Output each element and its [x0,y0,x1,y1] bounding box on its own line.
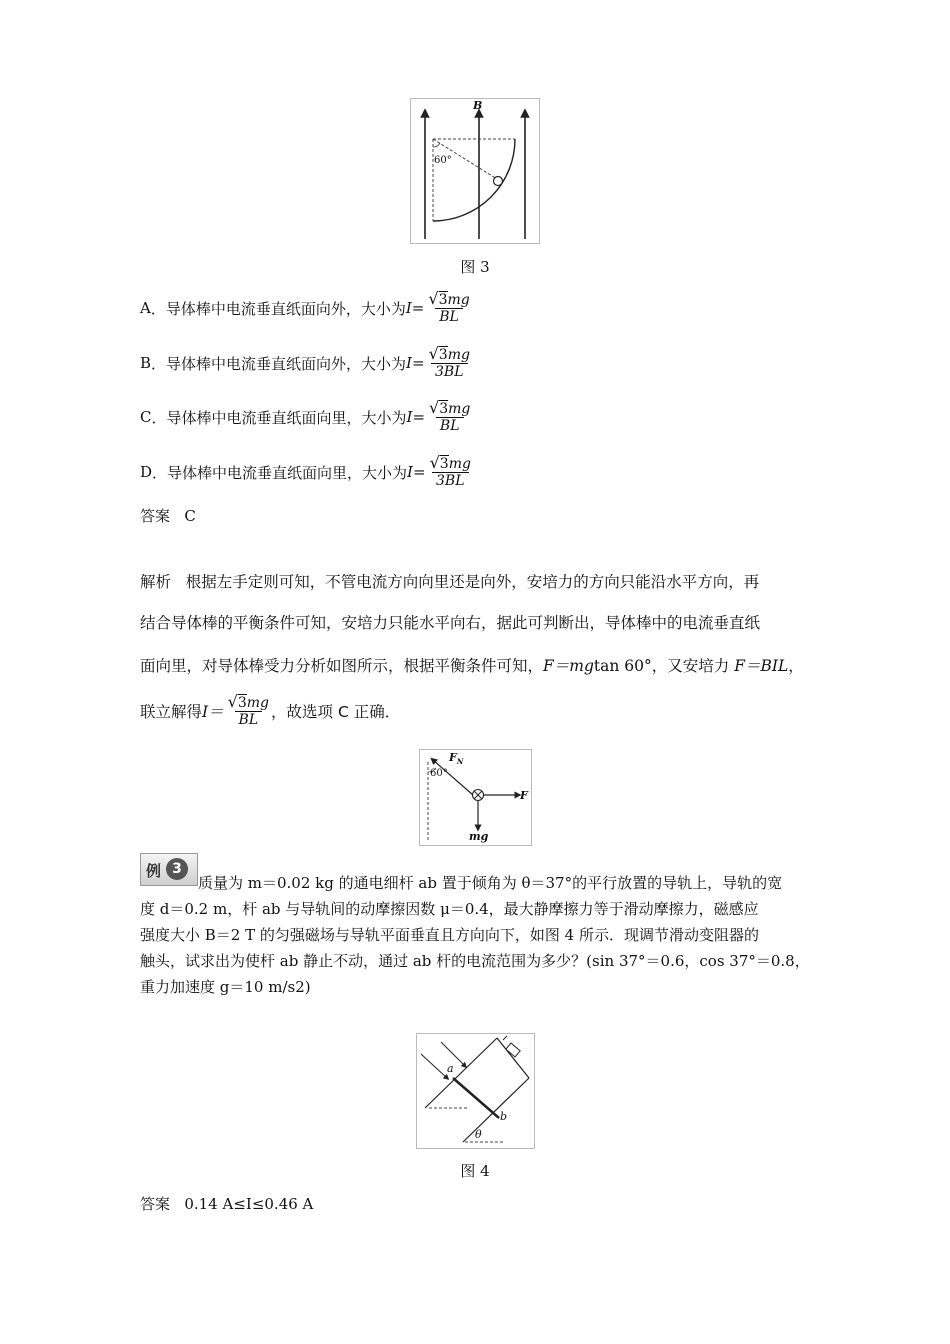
sqrt-icon: √ [429,453,440,472]
option-a [140,288,472,328]
example-badge: 例 3 [140,853,198,886]
analysis-line-2: 结合导体棒的平衡条件可知，安培力只能水平向右，据此可判断出，导体棒中的电流垂直纸 [140,614,761,632]
option-var: I [407,463,413,481]
field-label-b: B [473,99,483,112]
analysis-label: 解析 [140,573,172,591]
example-number-icon: 3 [166,858,188,880]
sqrt-icon: √ [429,398,440,417]
fraction: √ 3 mg BL [227,692,270,728]
label-theta: θ [475,1128,482,1141]
option-eq: = [411,354,425,372]
fraction: √ 3 mg 3BL [428,344,470,380]
analysis-line-3: 面向里，对导体棒受力分析如图所示，根据平衡条件可知，F＝mgtan 60°，又安培力 F＝BIL， [140,657,804,675]
angle-label: 60° [430,768,448,779]
sqrt-icon: √ [428,289,439,308]
option-var: I [406,354,412,372]
option-var: I [406,408,413,426]
option-b [140,343,472,383]
label-a: a [447,1062,454,1075]
ampere-force-label: F [520,789,528,802]
option-letter: D [140,463,153,481]
normal-force-label: $F_N$ [449,751,464,767]
force-diagram [419,749,532,846]
sqrt-icon: √ [227,692,238,711]
analysis-line-4: 联立解得 I＝ √ 3 mg BL ，故选项 C 正确． [140,692,401,728]
option-text: ．导体棒中电流垂直纸面向外，大小为 [151,354,407,373]
figure-4 [416,1033,535,1149]
option-letter: C [140,408,152,426]
answer-value: C [184,507,196,525]
answer-2 [140,1193,313,1214]
example-text: 质量为 m＝0.02 kg 的通电细杆 ab 置于倾角为 θ＝37°的平行放置的导轨上，导轨的宽 度 d＝0.2 m，杆 ab 与导轨间的动摩擦因数 μ＝0.4，最大静摩擦力等于滑动摩擦力，磁感应 强度大小 B＝2 T 的匀强磁场与导轨平面垂直且方向向下，如图 4 所示．现调节滑动变阻器的 触头，试求出为使杆 ab 静止不动，通过 ab 杆的电流范围为多少？(sin 37°＝0.6，cos 37°＝0.8， 重力加速度 g＝10 m/s2) [140,874,810,996]
gravity-label: mg [469,830,489,843]
option-letter: A [140,299,151,317]
option-var: I [405,299,412,317]
option-text: ．导体棒中电流垂直纸面向里，大小为 [152,463,408,482]
option-text: ．导体棒中电流垂直纸面向里，大小为 [151,408,407,427]
answer-label: 答案 [140,507,171,525]
figure-4-caption: 图 4 [460,1162,490,1180]
option-text: ．导体棒中电流垂直纸面向外，大小为 [150,299,406,318]
figure-3-caption: 图 3 [460,258,490,276]
option-c [140,397,472,437]
magnetic-field-diagram [411,99,539,243]
fraction: √ 3 mg BL [428,289,470,325]
answer-1 [140,505,196,526]
figure-3 [410,98,540,244]
analysis-line-1: 解析 根据左手定则可知，不管电流方向向里还是向外，安培力的方向只能沿水平方向，再 [140,573,760,591]
option-eq: = [411,299,425,317]
option-eq: = [412,463,426,481]
label-b: b [500,1110,508,1123]
option-letter: B [140,354,152,372]
option-d [140,452,473,492]
fraction: √ 3 mg BL [429,398,471,434]
angle-label: 60° [434,155,452,166]
answer-label: 答案 [140,1195,171,1213]
fraction: √ 3 mg 3BL [429,453,471,489]
option-eq: = [412,408,426,426]
sqrt-icon: √ [428,344,439,363]
answer-value: 0.14 A≤I≤0.46 A [184,1195,314,1213]
